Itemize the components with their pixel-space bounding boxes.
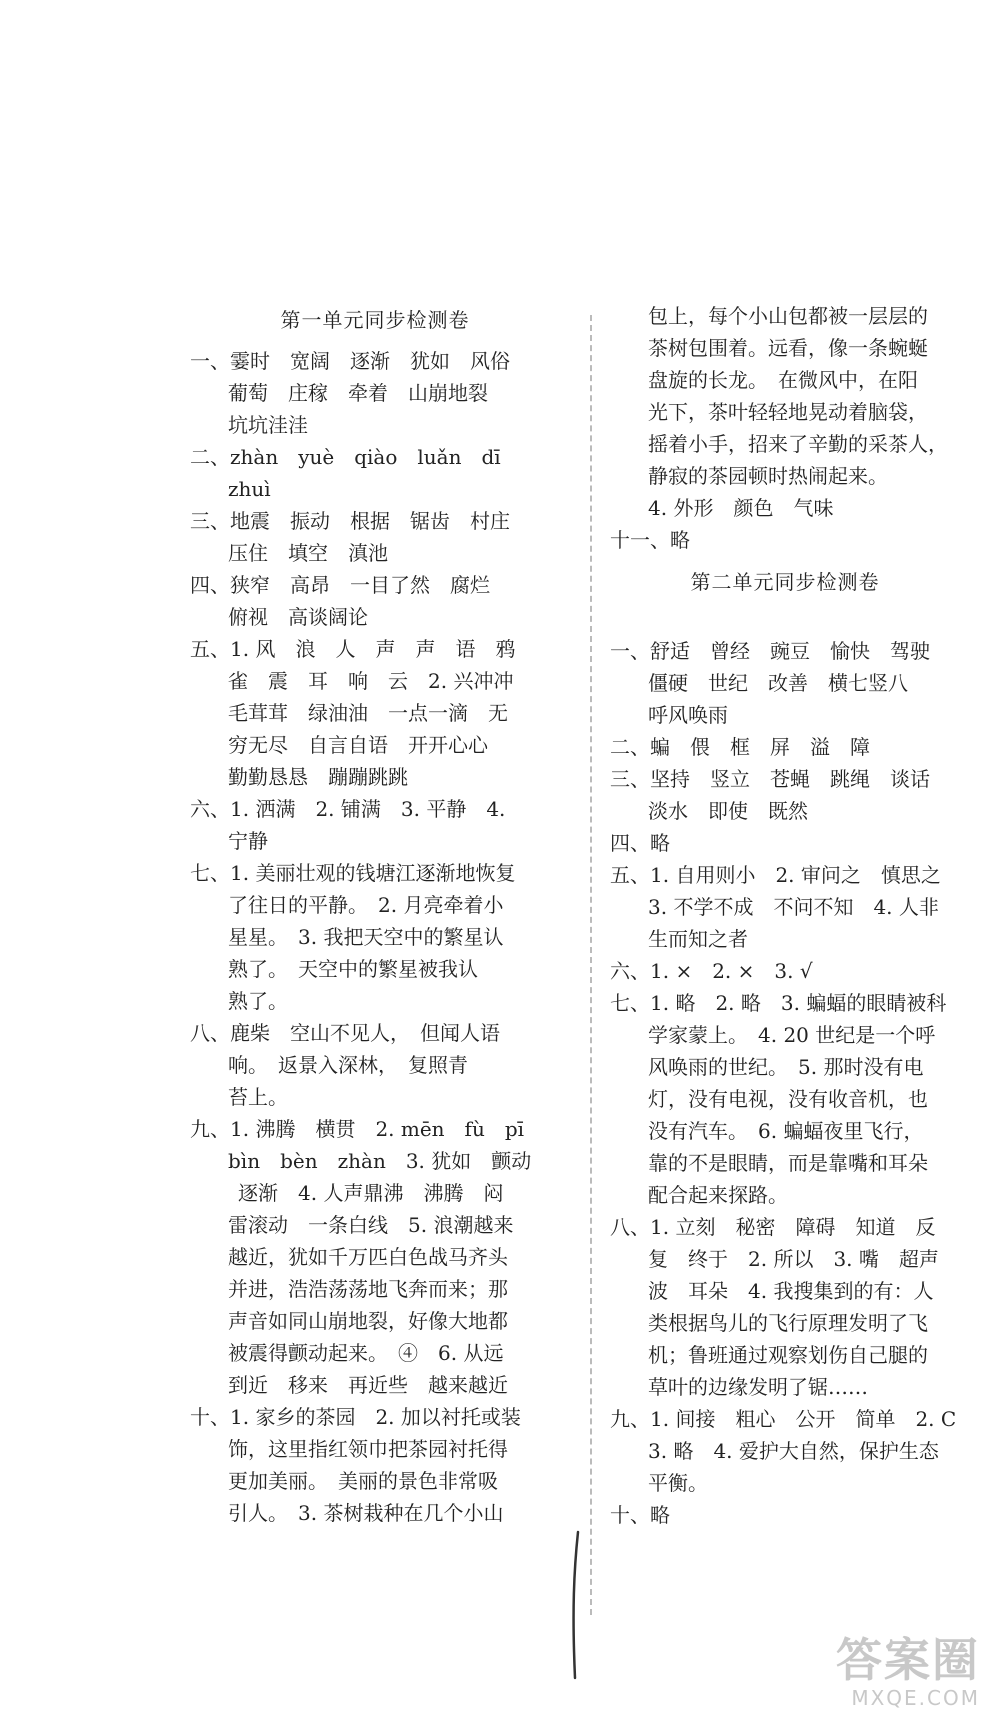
answer-line: 波 耳朵 4. 我搜集到的有：人 — [648, 1279, 934, 1303]
pen-mark — [568, 1530, 584, 1680]
answer-line: 十一、略 — [610, 528, 690, 552]
answer-line: 3. 不学不成 不问不知 4. 人非 — [648, 895, 939, 919]
answer-line: 一、霎时 宽阔 逐渐 犹如 风俗 — [190, 349, 510, 373]
answer-line: 包上，每个小山包都被一层层的 — [648, 304, 928, 328]
answer-line: 雷滚动 一条白线 5. 浪潮越来 — [228, 1213, 514, 1237]
answer-line: 静寂的茶园顿时热闹起来。 — [648, 464, 888, 488]
answer-line: 机；鲁班通过观察划伤自己腿的 — [648, 1343, 928, 1367]
spacer — [610, 607, 960, 635]
answer-line: 摇着小手，招来了辛勤的采茶人， — [648, 432, 948, 456]
answer-line: 类根据鸟儿的飞行原理发明了飞 — [648, 1311, 928, 1335]
answer-line: 学家蒙上。 4. 20 世纪是一个呼 — [648, 1023, 936, 1047]
answer-line: 越近，犹如千万匹白色战马齐头 — [228, 1245, 508, 1269]
answer-line: 宁静 — [228, 829, 268, 853]
answer-line: 雀 震 耳 响 云 2. 兴冲冲 — [228, 669, 514, 693]
answer-line: 更加美丽。 美丽的景色非常吸 — [228, 1469, 498, 1493]
answer-line: 俯视 高谈阔论 — [228, 605, 368, 629]
answer-line: 被震得颤动起来。 ④ 6. 从远 — [228, 1341, 504, 1365]
answer-line: 并进，浩浩荡荡地飞奔而来；那 — [228, 1277, 508, 1301]
answer-line: 熟了。 天空中的繁星被我认 — [228, 957, 478, 981]
watermark-logo: 答案圈 — [836, 1633, 980, 1687]
answer-line: 星星。 3. 我把天空中的繁星认 — [228, 925, 504, 949]
unit2-title: 第二单元同步检测卷 — [690, 570, 880, 594]
answer-line: 草叶的边缘发明了锯…… — [648, 1375, 868, 1399]
answer-line: 响。 返景入深林， 复照青 — [228, 1053, 468, 1077]
answer-line: 压住 填空 滇池 — [228, 541, 388, 565]
answer-line: 平衡。 — [648, 1471, 708, 1495]
watermark-site: MXQE.COM — [851, 1686, 980, 1710]
answer-line: 七、1. 美丽壮观的钱塘江逐渐地恢复 — [190, 861, 516, 885]
answer-line: 二、蝙 偎 框 屏 溢 障 — [610, 735, 870, 759]
answer-line: 三、地震 振动 根据 锯齿 村庄 — [190, 509, 510, 533]
answer-line: 了往日的平静。 2. 月亮牵着小 — [228, 893, 504, 917]
answer-line: 熟了。 — [228, 989, 288, 1013]
answer-line: 葡萄 庄稼 牵着 山崩地裂 — [228, 381, 488, 405]
answer-line: 六、1. × 2. × 3. √ — [610, 959, 813, 983]
answer-line: 七、1. 略 2. 略 3. 蝙蝠的眼睛被科 — [610, 991, 947, 1015]
answer-line: zhuì — [228, 477, 271, 501]
answer-line: 五、1. 风 浪 人 声 声 语 鸦 — [190, 637, 516, 661]
answer-line: 没有汽车。 6. 蝙蝠夜里飞行， — [648, 1119, 924, 1143]
answer-line: 淡水 即使 既然 — [648, 799, 808, 823]
answer-line: 靠的不是眼睛，而是靠嘴和耳朵 — [648, 1151, 928, 1175]
answer-line: 3. 略 4. 爱护大自然，保护生态 — [648, 1439, 939, 1463]
answer-line: 配合起来探路。 — [648, 1183, 788, 1207]
answer-line: 十、略 — [610, 1503, 670, 1527]
answer-line: 三、坚持 竖立 苍蝇 跳绳 谈话 — [610, 767, 930, 791]
answer-line: 风唤雨的世纪。 5. 那时没有电 — [648, 1055, 924, 1079]
answer-line: 八、鹿柴 空山不见人， 但闻人语 — [190, 1021, 500, 1045]
answer-line: 九、1. 沸腾 横贯 2. mēn fù pī — [190, 1117, 525, 1141]
answer-line: 声音如同山崩地裂，好像大地都 — [228, 1309, 508, 1333]
answer-line: 一、舒适 曾经 豌豆 愉快 驾驶 — [610, 639, 930, 663]
left-column — [190, 300, 560, 1529]
answer-line: 坑坑洼洼 — [228, 413, 308, 437]
watermark — [836, 1624, 980, 1710]
answer-line: 光下，茶叶轻轻地晃动着脑袋， — [648, 400, 928, 424]
answer-line: 盘旋的长龙。 在微风中，在阳 — [648, 368, 918, 392]
answer-line: 九、1. 间接 粗心 公开 简单 2. C — [610, 1407, 957, 1431]
answer-line: 苔上。 — [228, 1085, 288, 1109]
answer-line: 呼风唤雨 — [648, 703, 728, 727]
answer-line: 到近 移来 再近些 越来越近 — [228, 1373, 508, 1397]
answer-line: 四、狭窄 高昂 一目了然 腐烂 — [190, 573, 490, 597]
answer-line: 六、1. 洒满 2. 铺满 3. 平静 4. — [190, 797, 506, 821]
answer-line: 勤勤恳恳 蹦蹦跳跳 — [228, 765, 408, 789]
answer-line: 引人。 3. 茶树栽种在几个小山 — [228, 1501, 504, 1525]
answer-line: 僵硬 世纪 改善 横七竖八 — [648, 671, 908, 695]
answer-line: 复 终于 2. 所以 3. 嘴 超声 — [648, 1247, 939, 1271]
answer-line: 四、略 — [610, 831, 670, 855]
answer-line: 逐渐 4. 人声鼎沸 沸腾 闷 — [238, 1181, 504, 1205]
column-divider — [590, 315, 592, 1615]
answer-line: 饰，这里指红领巾把茶园衬托得 — [228, 1437, 508, 1461]
answer-line: bìn bèn zhàn 3. 犹如 颤动 — [228, 1149, 532, 1173]
answer-line: 生而知之者 — [648, 927, 748, 951]
right-column — [610, 300, 960, 1531]
answer-line: 二、zhàn yuè qiào luǎn dī — [190, 445, 501, 469]
unit1-title: 第一单元同步检测卷 — [280, 308, 470, 332]
answer-line: 灯，没有电视，没有收音机，也 — [648, 1087, 928, 1111]
answer-line: 穷无尽 自言自语 开开心心 — [228, 733, 488, 757]
answer-line: 八、1. 立刻 秘密 障碍 知道 反 — [610, 1215, 936, 1239]
answer-line: 毛茸茸 绿油油 一点一滴 无 — [228, 701, 508, 725]
answer-line: 十、1. 家乡的茶园 2. 加以衬托或装 — [190, 1405, 521, 1429]
answer-line: 4. 外形 颜色 气味 — [648, 496, 834, 520]
answer-line: 五、1. 自用则小 2. 审问之 慎思之 — [610, 863, 941, 887]
answer-line: 茶树包围着。远看，像一条蜿蜒 — [648, 336, 928, 360]
